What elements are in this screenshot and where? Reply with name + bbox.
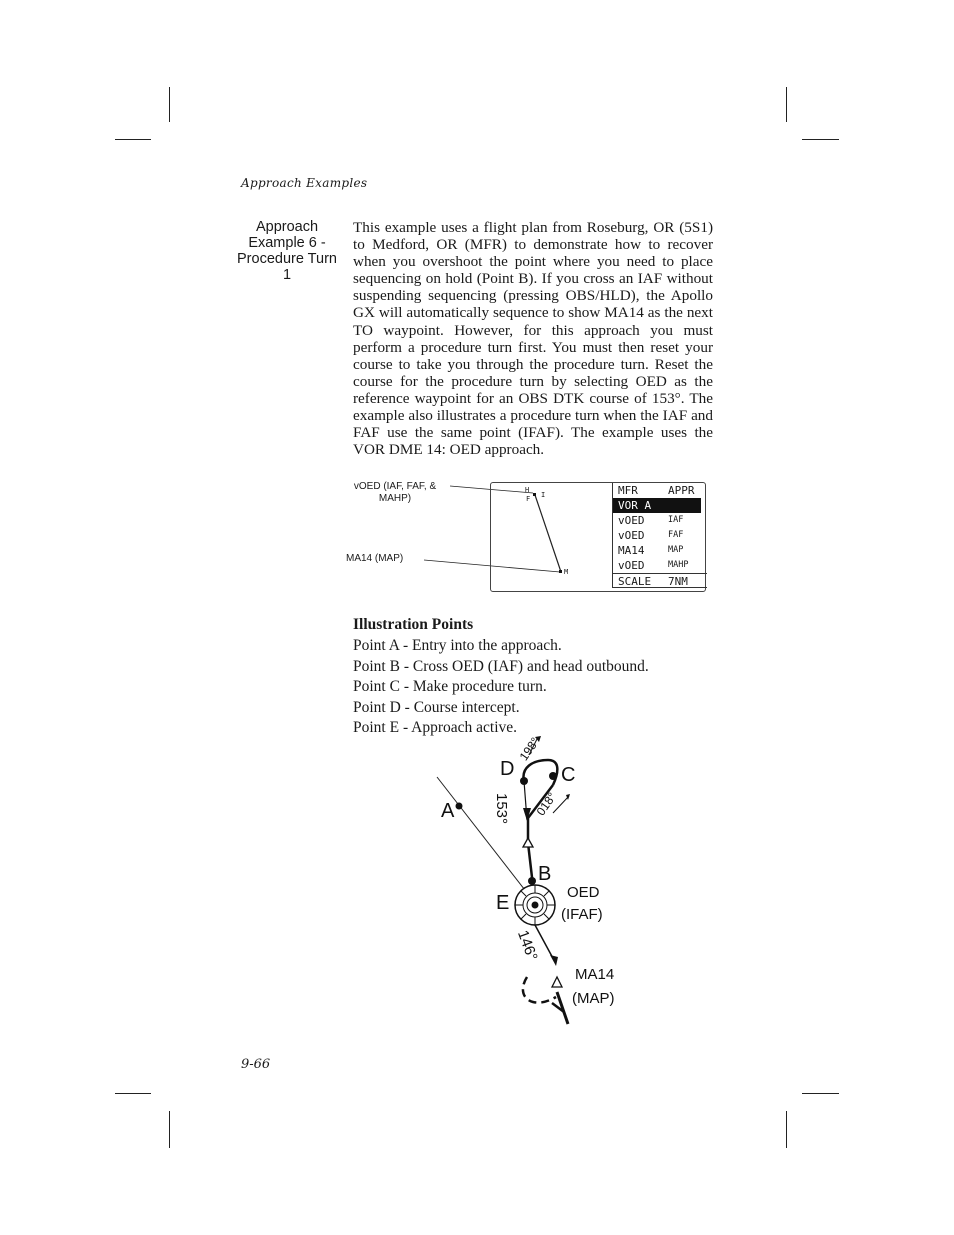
- gps-row: MFR APPR: [618, 484, 695, 497]
- point-b-dot: [528, 877, 536, 885]
- gps-row: vOED IAF: [618, 514, 684, 527]
- label-c: C: [561, 764, 576, 786]
- map-label-h: H: [525, 486, 530, 494]
- list-item: Point B - Cross OED (IAF) and head outbound.: [353, 657, 649, 675]
- list-item: Point E - Approach active.: [353, 719, 517, 736]
- faf-triangle: [523, 838, 533, 847]
- gps-row-scale: SCALE 7NM: [613, 573, 707, 589]
- angle-146: 146°: [514, 928, 541, 963]
- label-oed: OED: [567, 884, 600, 901]
- label-e: E: [496, 892, 510, 914]
- point-e-dot: [532, 902, 539, 909]
- running-header: Approach Examples: [241, 176, 368, 190]
- label-a: A: [441, 800, 455, 822]
- point-d-dot: [520, 777, 528, 785]
- point-c-dot: [549, 772, 557, 780]
- page-number: 9-66: [241, 1057, 271, 1072]
- label-ma14: MA14: [575, 966, 615, 983]
- map-label-f: F: [526, 495, 531, 503]
- gps-row: vOED MAHP: [618, 559, 689, 572]
- list-item: Point D - Course intercept.: [353, 698, 520, 716]
- entry-course-line: [437, 777, 535, 903]
- section-heading: Approach Example 6 - Procedure Turn 1: [237, 219, 337, 283]
- gps-row-selected: VOR A: [613, 498, 701, 513]
- missed-approach-hold: [523, 977, 556, 1003]
- label-map: (MAP): [572, 990, 615, 1007]
- callout-ma14: MA14 (MAP): [346, 553, 404, 564]
- label-d: D: [500, 758, 515, 780]
- illustration-title: Illustration Points: [353, 616, 474, 633]
- list-item: Point A - Entry into the approach.: [353, 637, 562, 654]
- map-triangle: [552, 977, 562, 987]
- angle-153: 153°: [493, 793, 510, 825]
- angle-198: 198°: [516, 734, 543, 764]
- gps-row: vOED FAF: [618, 529, 684, 542]
- map-label-m: M: [564, 568, 569, 576]
- gps-row: MA14 MAP: [618, 544, 684, 557]
- label-b: B: [538, 863, 552, 885]
- body-paragraph: This example uses a flight plan from Roseburg, OR (5S1) to Medford, OR (MFR) to demonstrate how to recover when you overshoot the point where you need to place sequencing on hold (Point B). If you cross an IAF without suspending sequencing (pressing OBS/HLD), the Apollo GX will automatically sequence to show MA14 as the next TO waypoint. However, for this approach you must perform a procedure turn first. You must then reset your course to take you through the procedure turn. Reset the course for the procedure turn by selecting OED as the reference waypoint for an OBS DTK course of 153°. The example also illustrates a procedure turn when the IAF and FAF use the same point (IFAF). The example uses the VOR DME 14: OED approach.: [353, 219, 713, 459]
- label-ifaf: (IFAF): [561, 906, 603, 923]
- map-label-i: I: [541, 491, 546, 499]
- callout-oed: vOED (IAF, FAF, & MAHP): [353, 481, 437, 504]
- point-a-dot: [456, 803, 463, 810]
- list-item: Point C - Make procedure turn.: [353, 678, 547, 695]
- angle-018: 018°: [533, 789, 560, 819]
